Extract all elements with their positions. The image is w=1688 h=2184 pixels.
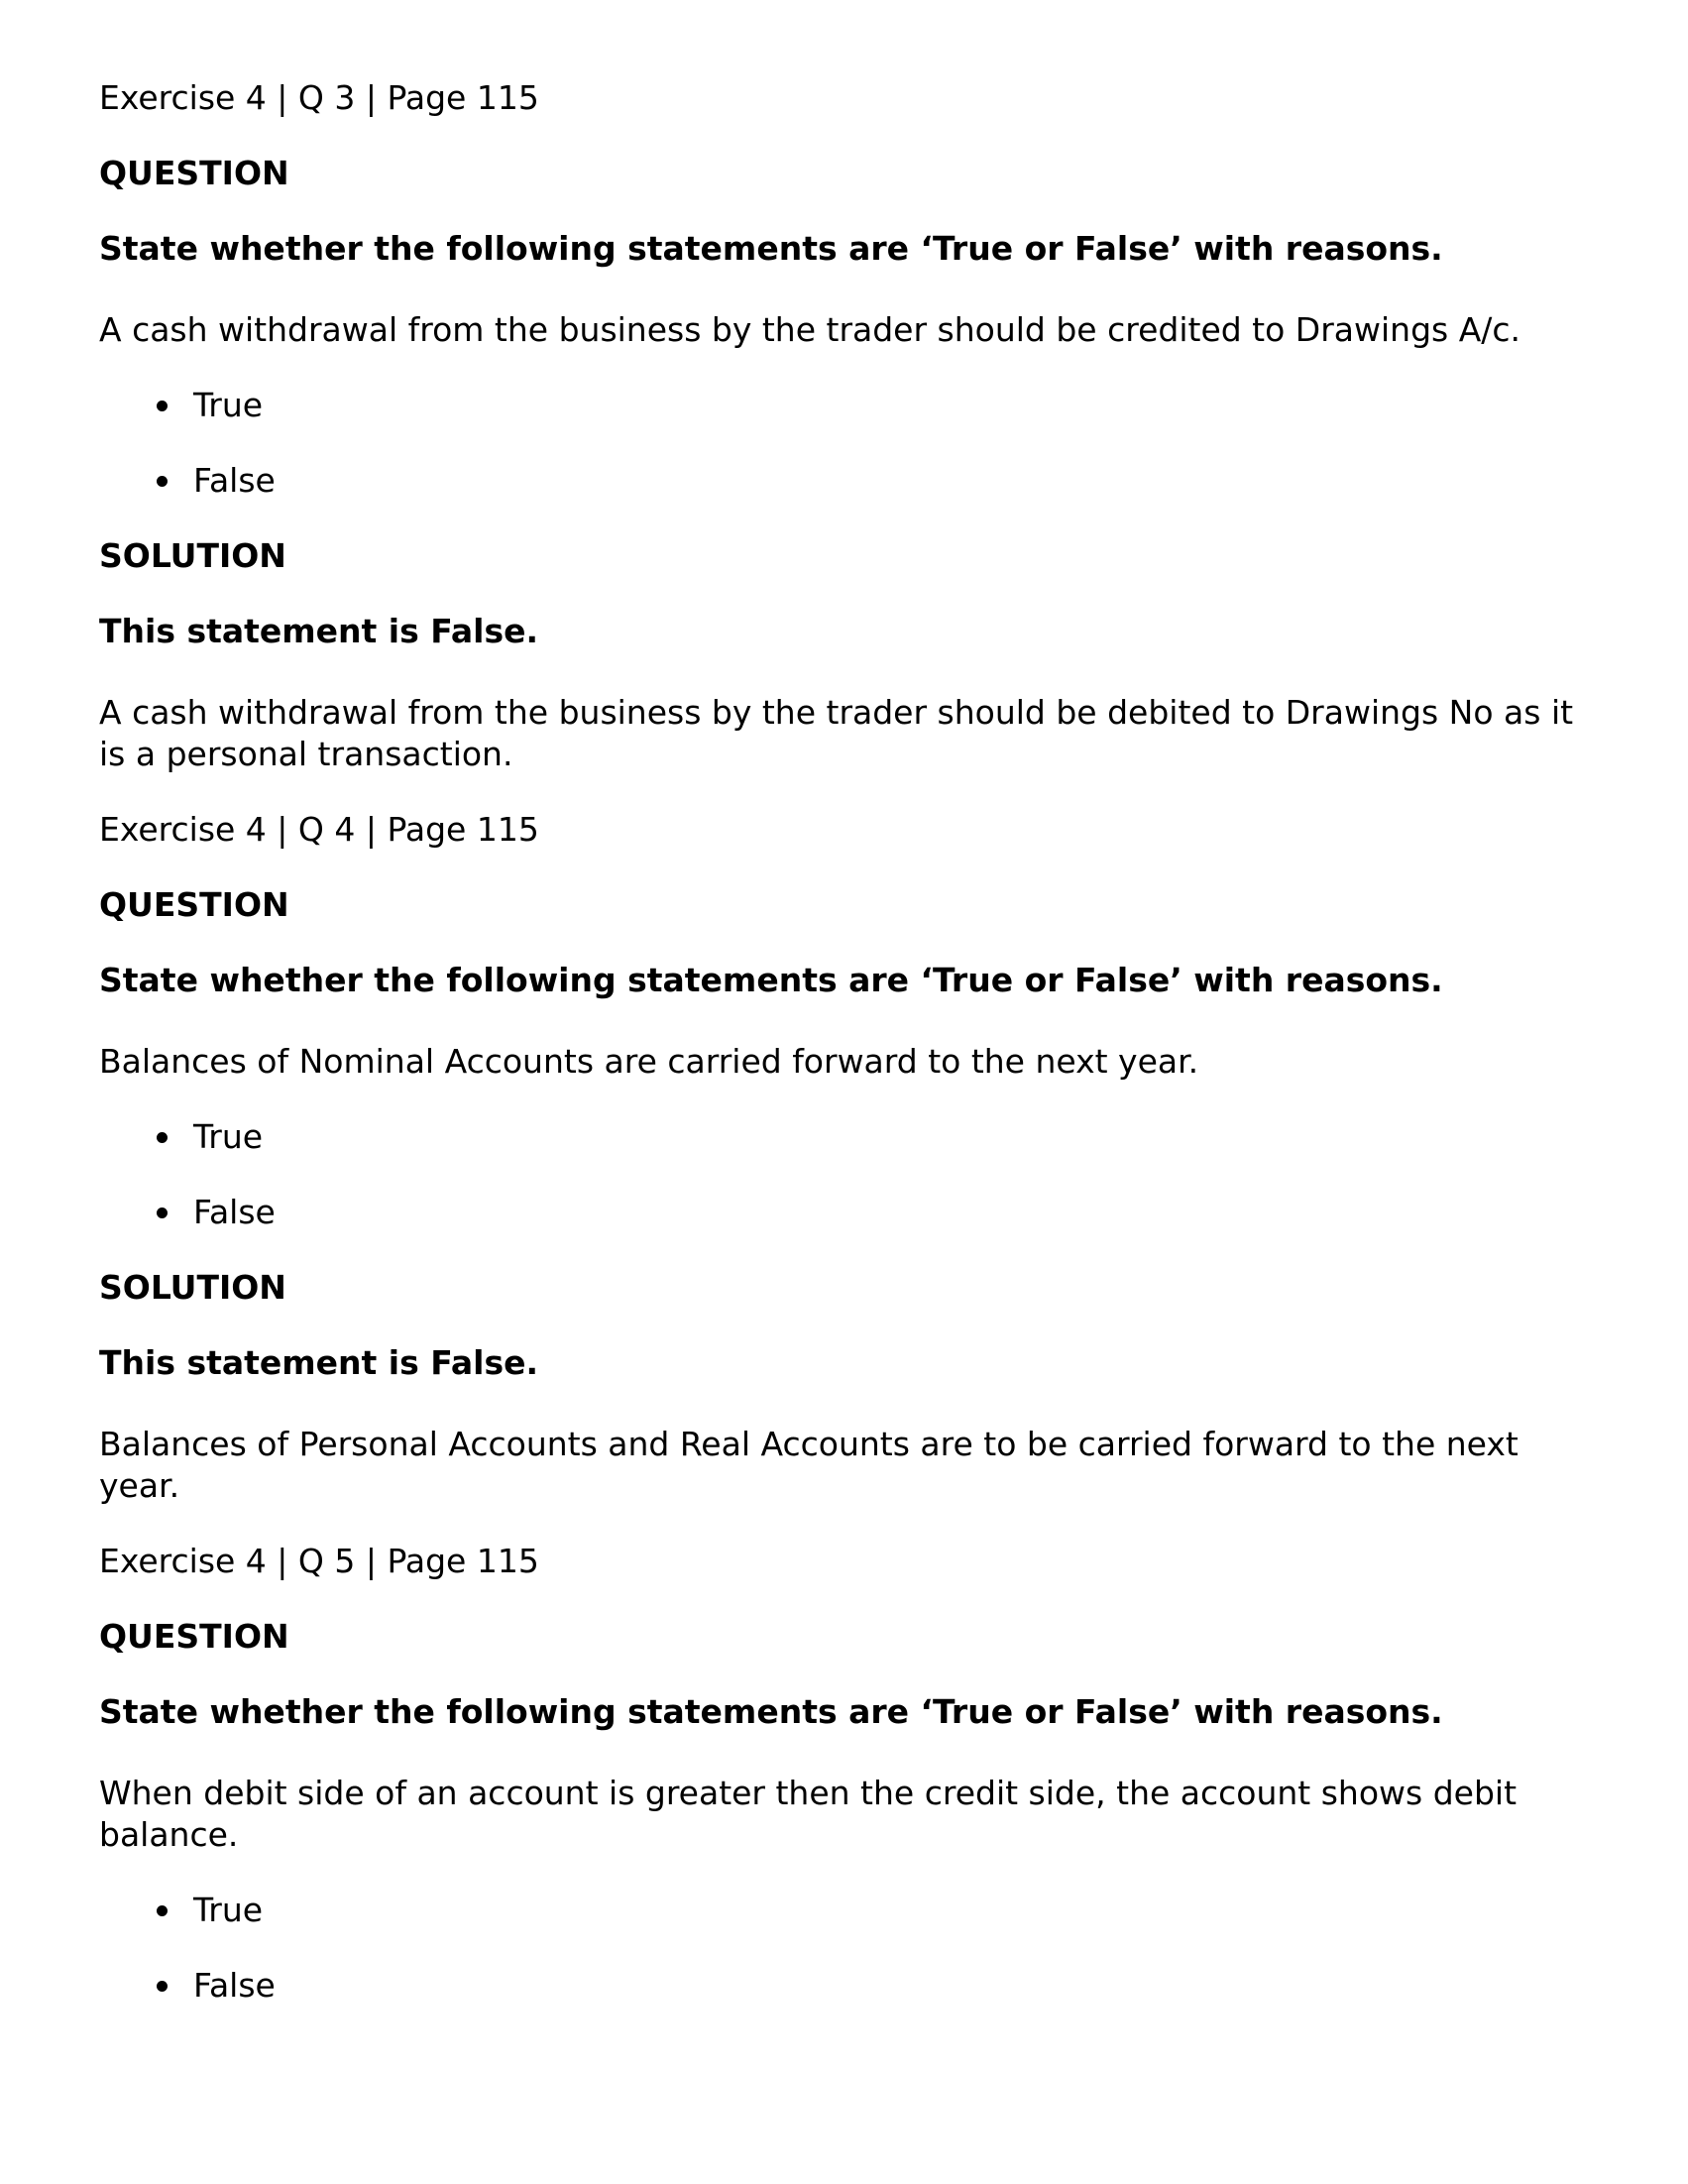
solution-heading: This statement is False. xyxy=(99,1343,539,1382)
option-label: False xyxy=(193,1193,276,1231)
bullet-icon xyxy=(157,1207,168,1218)
question-statement: Balances of Nominal Accounts are carried forward to the next year. xyxy=(99,1042,1199,1081)
question-label: QUESTION xyxy=(99,1617,289,1656)
option-false xyxy=(154,1965,1606,2007)
document-page xyxy=(99,77,1606,2040)
option-label: True xyxy=(193,1891,264,1929)
question-statement: A cash withdrawal from the business by the trader should be credited to Drawings A/c. xyxy=(99,310,1521,349)
exercise-q3 xyxy=(99,77,1606,775)
option-label: True xyxy=(193,1117,264,1156)
exercise-reference: Exercise 4 | Q 4 | Page 115 xyxy=(99,810,539,849)
solution-heading: This statement is False. xyxy=(99,612,539,650)
option-false xyxy=(154,460,1606,502)
option-list xyxy=(99,1116,1606,1233)
bullet-icon xyxy=(157,1981,168,1992)
bullet-icon xyxy=(157,476,168,487)
option-label: False xyxy=(193,1966,276,2005)
exercise-q5 xyxy=(99,1541,1606,2007)
option-list xyxy=(99,1890,1606,2007)
exercise-reference: Exercise 4 | Q 5 | Page 115 xyxy=(99,1542,539,1580)
bullet-icon xyxy=(157,401,168,411)
solution-text: A cash withdrawal from the business by the trader should be debited to Drawings No as it is a personal transaction. xyxy=(99,693,1574,773)
option-label: True xyxy=(193,386,264,424)
option-false xyxy=(154,1192,1606,1233)
option-true xyxy=(154,385,1606,426)
exercise-reference: Exercise 4 | Q 3 | Page 115 xyxy=(99,78,539,117)
solution-label: SOLUTION xyxy=(99,1268,286,1307)
question-label: QUESTION xyxy=(99,885,289,924)
question-statement: When debit side of an account is greater then the credit side, the account shows debit balance. xyxy=(99,1774,1518,1854)
option-true xyxy=(154,1890,1606,1931)
solution-text: Balances of Personal Accounts and Real Accounts are to be carried forward to the next year. xyxy=(99,1425,1519,1505)
bullet-icon xyxy=(157,1132,168,1143)
option-list xyxy=(99,385,1606,502)
bullet-icon xyxy=(157,1905,168,1916)
question-instruction: State whether the following statements are ‘True or False’ with reasons. xyxy=(99,961,1443,999)
exercise-q4 xyxy=(99,809,1606,1507)
question-label: QUESTION xyxy=(99,154,289,192)
question-instruction: State whether the following statements are ‘True or False’ with reasons. xyxy=(99,229,1443,268)
question-instruction: State whether the following statements are ‘True or False’ with reasons. xyxy=(99,1692,1443,1731)
option-label: False xyxy=(193,461,276,500)
option-true xyxy=(154,1116,1606,1158)
solution-label: SOLUTION xyxy=(99,536,286,575)
